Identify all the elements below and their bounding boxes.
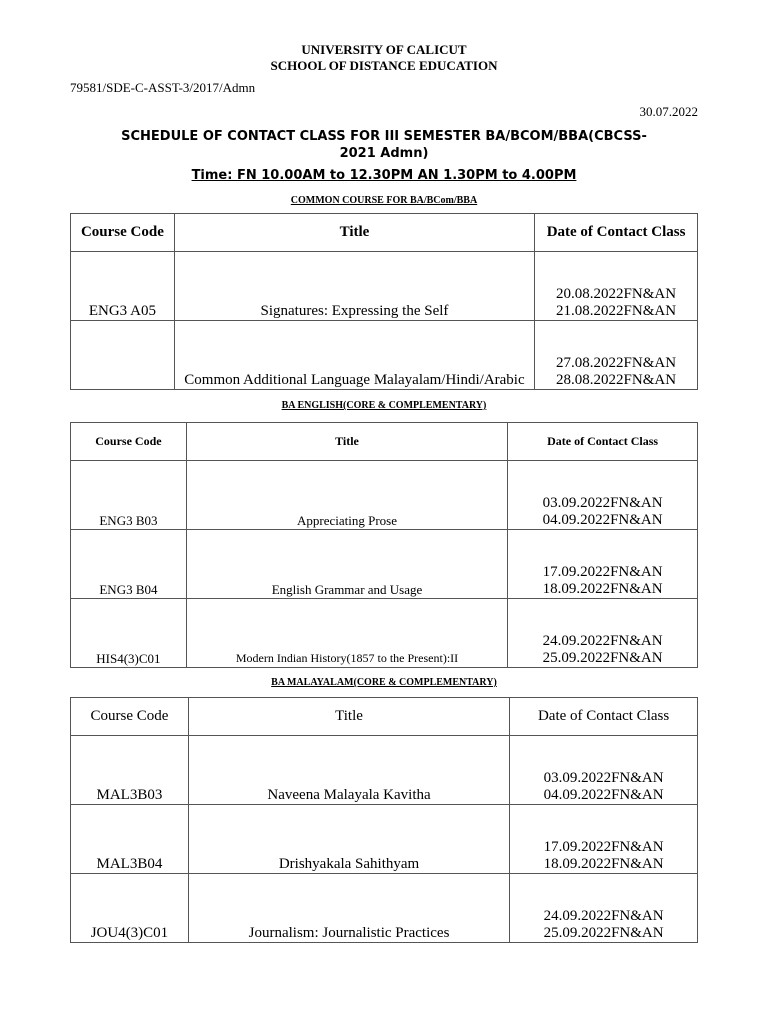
- contact-date: 03.09.2022FN&AN: [543, 770, 664, 786]
- contact-date: 27.08.2022FN&AN: [556, 355, 677, 371]
- header-title: Title: [186, 423, 507, 461]
- header-title: Title: [188, 698, 509, 736]
- table-row: [71, 599, 698, 668]
- course-title: Common Additional Language Malayalam/Hindi/Arabic: [174, 321, 534, 390]
- course-title: Signatures: Expressing the Self: [174, 252, 534, 321]
- contact-date: 25.09.2022FN&AN: [543, 925, 664, 941]
- contact-dates: [510, 736, 698, 805]
- contact-date: 03.09.2022FN&AN: [542, 495, 663, 511]
- contact-dates: [510, 874, 698, 943]
- university-name: UNIVERSITY OF CALICUT: [301, 42, 467, 57]
- contact-dates: [510, 805, 698, 874]
- contact-date: 24.09.2022FN&AN: [542, 633, 663, 649]
- course-code: JOU4(3)C01: [71, 874, 189, 943]
- course-code: HIS4(3)C01: [71, 599, 187, 668]
- header-course-code: Course Code: [71, 423, 187, 461]
- contact-date: 20.08.2022FN&AN: [556, 286, 677, 302]
- course-code: ENG3 B03: [71, 461, 187, 530]
- course-code: MAL3B03: [71, 736, 189, 805]
- table-row: [71, 252, 698, 321]
- reference-number: 79581/SDE-C-ASST-3/2017/Admn: [70, 80, 256, 95]
- contact-date: 24.09.2022FN&AN: [543, 908, 664, 924]
- contact-date: 18.09.2022FN&AN: [542, 581, 663, 597]
- malayalam-table: [70, 697, 698, 943]
- contact-date: 25.09.2022FN&AN: [542, 650, 663, 666]
- course-title: Modern Indian History(1857 to the Present):II: [186, 599, 507, 668]
- course-title: Drishyakala Sahithyam: [188, 805, 509, 874]
- course-code: ENG3 B04: [71, 530, 187, 599]
- course-title: English Grammar and Usage: [186, 530, 507, 599]
- contact-dates: [508, 461, 698, 530]
- table-header-row: [71, 214, 698, 252]
- contact-date: 17.09.2022FN&AN: [542, 564, 663, 580]
- header-course-code: Course Code: [71, 698, 189, 736]
- course-title: Naveena Malayala Kavitha: [188, 736, 509, 805]
- table-row: [71, 736, 698, 805]
- contact-date: 04.09.2022FN&AN: [543, 787, 664, 803]
- contact-date: 21.08.2022FN&AN: [556, 303, 677, 319]
- contact-date: 17.09.2022FN&AN: [543, 839, 664, 855]
- header-date: Date of Contact Class: [535, 214, 698, 252]
- english-heading: BA ENGLISH(CORE & COMPLEMENTARY): [281, 400, 487, 411]
- table-header-row: [71, 423, 698, 461]
- common-course-heading: COMMON COURSE FOR BA/BCom/BBA: [290, 195, 478, 206]
- class-time: Time: FN 10.00AM to 12.30PM AN 1.30PM to 4.00PM: [191, 168, 577, 183]
- schedule-title: SCHEDULE OF CONTACT CLASS FOR III SEMESTER BA/BCOM/BBA(CBCSS-2021 Admn): [121, 129, 647, 161]
- contact-dates: [535, 252, 698, 321]
- table-row: [71, 461, 698, 530]
- header-title: Title: [174, 214, 534, 252]
- course-title: Journalism: Journalistic Practices: [188, 874, 509, 943]
- contact-date: 18.09.2022FN&AN: [543, 856, 664, 872]
- table-row: [71, 874, 698, 943]
- common-course-table: [70, 213, 698, 390]
- table-row: [71, 805, 698, 874]
- course-code: [71, 321, 175, 390]
- header-date: Date of Contact Class: [510, 698, 698, 736]
- table-row: [71, 321, 698, 390]
- table-row: [71, 530, 698, 599]
- school-name: SCHOOL OF DISTANCE EDUCATION: [270, 58, 498, 73]
- english-table: [70, 422, 698, 668]
- course-code: ENG3 A05: [71, 252, 175, 321]
- header-date: Date of Contact Class: [508, 423, 698, 461]
- contact-date: 04.09.2022FN&AN: [542, 512, 663, 528]
- table-header-row: [71, 698, 698, 736]
- contact-date: 28.08.2022FN&AN: [556, 372, 677, 388]
- document-date: 30.07.2022: [639, 104, 698, 119]
- contact-dates: [508, 599, 698, 668]
- header-course-code: Course Code: [71, 214, 175, 252]
- course-code: MAL3B04: [71, 805, 189, 874]
- contact-dates: [508, 530, 698, 599]
- contact-dates: [535, 321, 698, 390]
- course-title: Appreciating Prose: [186, 461, 507, 530]
- malayalam-heading: BA MALAYALAM(CORE & COMPLEMENTARY): [271, 677, 497, 688]
